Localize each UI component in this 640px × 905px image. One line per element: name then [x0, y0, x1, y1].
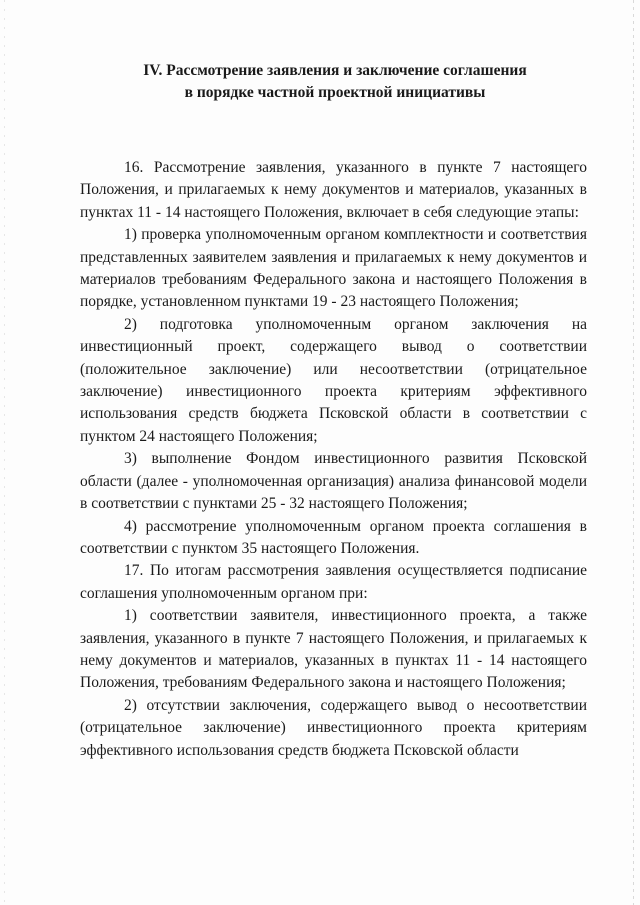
paragraph-17: 17. По итогам рассмотрения заявления осуществляется подписание соглашения уполномоченным органом при:	[80, 562, 587, 602]
section-heading	[80, 60, 590, 104]
paragraph-17-item-2: 2) отсутствии заключения, содержащего вывод о несоответствии (отрицательное заключение) инвестиционного проекта критериям эффективного использования средств бюджета Псковской области	[80, 696, 587, 759]
paragraph-17-item-1: 1) соответствии заявителя, инвестиционного проекта, а также заявления, указанного в пункте 7 настоящего Положения, и прилагаемых к нему документов и материалов, указанных в пунктах 11 - 14 настоящего Положения, требованиям Федерального закона и настоящего Положения;	[80, 607, 587, 692]
paragraph-16-item-4: 4) рассмотрение уполномоченным органом проекта соглашения в соответствии с пунктом 35 настоящего Положения.	[80, 517, 587, 557]
scan-edge-right	[633, 0, 634, 905]
document-body	[80, 157, 587, 762]
scan-edge-left	[4, 0, 5, 905]
paragraph-16-item-1: 1) проверка уполномоченным органом комплектности и соответствия представленных заявителем заявления и прилагаемых к нему документов и материалов требованиям Федерального закона и настоящего Положения в порядке, установленном пунктами 19 - 23 настоящего Положения;	[80, 226, 587, 311]
section-heading-line-1: IV. Рассмотрение заявления и заключение соглашения	[143, 62, 527, 79]
paragraph-16: 16. Рассмотрение заявления, указанного в пункте 7 настоящего Положения, и прилагаемых к нему документов и материалов, указанных в пунктах 11 - 14 настоящего Положения, включает в себя следующие этапы:	[80, 159, 587, 221]
paragraph-16-item-2: 2) подготовка уполномоченным органом заключения на инвестиционный проект, содержащего вывод о соответствии (положительное заключение) или несоответствии (отрицательное заключение) инвестиционного проекта критериям эффективного использования средств бюджета Псковской области в соответствии с пунктом 24 настоящего Положения;	[80, 315, 587, 445]
section-heading-line-2: в порядке частной проектной инициативы	[184, 84, 486, 101]
paragraph-16-item-3: 3) выполнение Фондом инвестиционного развития Псковской области (далее - уполномоченная организация) анализа финансовой модели в соответствии с пунктами 25 - 32 настоящего Положения;	[80, 450, 587, 513]
